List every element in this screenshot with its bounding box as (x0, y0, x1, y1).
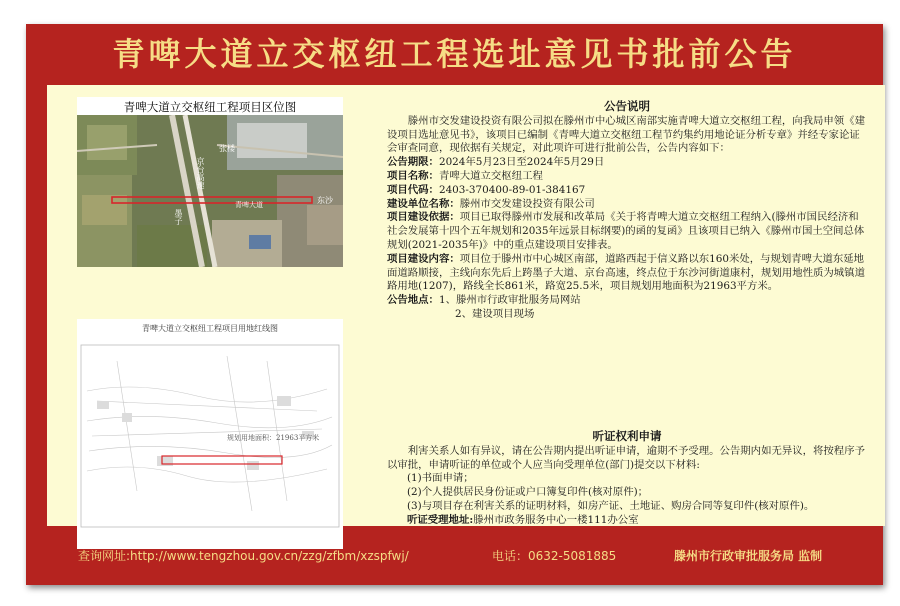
field-label: 建设单位名称： (387, 197, 460, 210)
map-label-qingpi-road: 青啤大道 (235, 201, 263, 209)
footer-website[interactable]: 查询网址:http://www.tengzhou.gov.cn/zzg/zfbm/xzspfwj/ (78, 549, 409, 563)
notice-intro: 滕州市交发建设投资有限公司拟在滕州市中心城区南部实施青啤大道立交枢纽工程，向我局申领《建设项目选址意见书》，该项目已编制《青啤大道立交枢纽工程节约集约用地论证分析专章》并经专家论证会审查同意，现依据有关规定，对此项许可进行批前公告，公告内容如下： (387, 114, 865, 155)
map-label-jingtai-expressway: 京台高速 (196, 157, 205, 189)
location-map-title: 青啤大道立交枢纽工程项目区位图 (123, 100, 297, 114)
notice-section (387, 100, 867, 322)
land-use-map (77, 319, 343, 549)
hearing-address-value: 滕州市政务服务中心一楼111办公室 (473, 513, 639, 526)
place-item-2: 2、建设项目现场 (455, 307, 535, 320)
field-places (387, 294, 867, 308)
field-label: 公告地点： (387, 294, 439, 307)
field-value: 2024年5月23日至2024年5月29日 (438, 156, 605, 169)
map-label-dongsha: 东沙 (317, 196, 333, 205)
land-use-map-title: 青啤大道立交枢纽工程项目用地红线图 (142, 324, 278, 333)
hearing-item: (3)与项目存在利害关系的证明材料，如房产证、土地证、购房合同等复印件(核对原件)。 (407, 499, 815, 512)
map-label-mozi: 墨子 (174, 209, 183, 225)
field-builder (387, 198, 867, 212)
field-label: 项目建设内容： (387, 252, 460, 265)
field-label: 公告期限： (387, 156, 439, 169)
satellite-image (77, 115, 343, 267)
location-map (77, 97, 343, 267)
field-period (387, 156, 867, 170)
field-project-code (387, 184, 867, 198)
hearing-title: 听证权利申请 (592, 429, 662, 443)
field-label: 项目建设依据： (387, 211, 460, 224)
field-label: 项目名称： (387, 169, 439, 182)
hearing-intro: 利害关系人如有异议，请在公告期内提出听证申请，逾期不予受理。公告期内如无异议，将按程序予以审批，申请听证的单位或个人应当向受理单位(部门)提交以下材料: (387, 444, 865, 471)
hearing-address (387, 514, 867, 528)
field-value: 青啤大道立交枢纽工程 (438, 169, 543, 182)
footer-phone: 电话：0632-5081885 (492, 549, 617, 563)
place-item: 1、滕州市行政审批服务局网站 (438, 294, 581, 307)
banner-title: 青啤大道立交枢纽工程选址意见书批前公告 (112, 35, 797, 73)
hearing-item: (1)书面申请； (407, 472, 474, 485)
field-value: 项目位于滕州市中心城区南部，道路西起于信义路以东160米处，与规划青啤大道东延地面道路顺接，主线向东先后上跨墨子大道、京台高速，终点位于东沙河街道康村，规划用地性质为城镇道路用地(1207)，路线全长861米，路宽25.5米，项目规划用地面积为21963平方米。 (387, 252, 865, 293)
hearing-section (387, 430, 867, 528)
notice-title: 公告说明 (604, 99, 650, 113)
field-value: 2403-370400-89-01-384167 (438, 183, 586, 196)
notice-board (26, 24, 883, 585)
field-content (387, 253, 867, 294)
content-panel (47, 85, 885, 526)
hearing-item: (2)个人提供居民身份证或户口簿复印件(核对原件)； (407, 486, 649, 499)
footer-bar (26, 527, 883, 585)
hearing-address-label: 听证受理地址: (407, 513, 474, 526)
field-basis (387, 211, 867, 252)
land-use-note: 规划用地面积：21963平方米 (227, 434, 320, 442)
map-label-zhanglou: 张楼 (219, 144, 235, 153)
field-project-name (387, 170, 867, 184)
field-value: 项目已取得滕州市发展和改革局《关于将青啤大道立交枢纽工程纳入(滕州市国民经济和社会发展第十四个五年规划和2035年远景目标纲要)的函的复函》且该项目已纳入《滕州市国土空间总体规划(2021-2035年)》中的重点建设项目安排表。 (387, 211, 865, 251)
field-label: 项目代码： (387, 183, 439, 196)
field-value: 滕州市交发建设投资有限公司 (459, 197, 595, 210)
footer-supervisor: 滕州市行政审批服务局 监制 (674, 549, 823, 563)
